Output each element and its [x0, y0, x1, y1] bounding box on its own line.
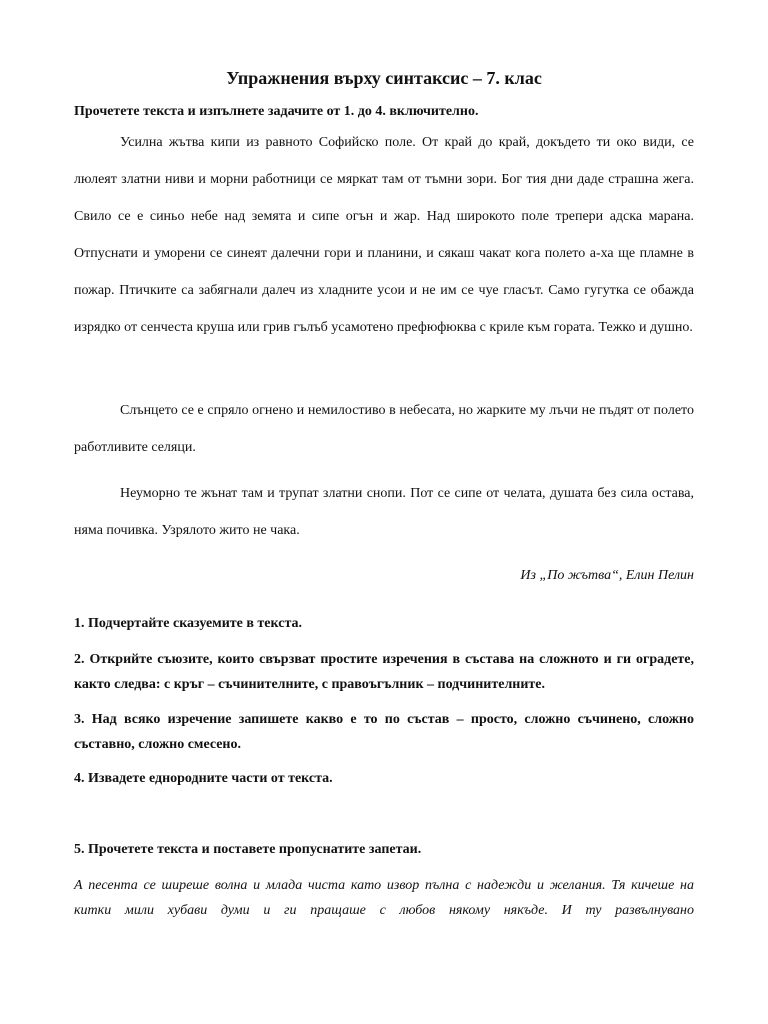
task-1: 1. Подчертайте сказуемите в текста.	[74, 616, 302, 631]
task-3: 3. Над всяко изречение запишете какво е то по състав – просто, сложно съчинено, сложно съставно, сложно смесено.	[74, 712, 694, 752]
text-source: Из „По жътва“, Елин Пелин	[520, 568, 694, 583]
exercise-5-text: А песента се ширеше волна и млада чиста като извор пълна с надежди и желания. Тя кичеше на китки мили хубави думи и ги пращаше с любов някому някъде. И ту развълнувано	[74, 878, 694, 918]
instruction-text: Прочетете текста и изпълнете задачите от 1. до 4. включително.	[74, 104, 479, 119]
task-5: 5. Прочетете текста и поставете пропуснатите запетаи.	[74, 842, 422, 857]
paragraph-2: Слънцето се е спряло огнено и немилостиво в небесата, но жарките му лъчи не пъдят от полето работливите селяци.	[74, 403, 694, 455]
paragraph-3: Неуморно те жънат там и трупат златни снопи. Пот се сипе от челата, душата без сила остава, няма почивка. Узрялото жито не чака.	[74, 486, 694, 538]
paragraph-1: Усилна жътва кипи из равното Софийско поле. От край до край, докъдето ти око види, се люлеят златни ниви и морни работници се мяркат там от тъмни зори. Бог тия дни даде страшна жега. Свило се е синьо небе над земята и сипе огън и жар. Над широкото поле трепери адска марана. Отпуснати и уморени се синеят далечни гори и планини, и сякаш чакат кога полето а-ха ще пламне в пожар. Птичките са забягнали далеч из хладните усои и не им се чуе гласът. Само гугутка се обажда изрядко от сенчеста круша или грив гълъб усамотено префюфюква с криле към гората. Тежко и душно.	[74, 135, 694, 335]
document-title: Упражнения върху синтаксис – 7. клас	[226, 68, 542, 88]
task-2: 2. Открийте съюзите, които свързват простите изречения в състава на сложното и ги оградете, както следва: с кръг – съчинителните, с правоъгълник – подчинителните.	[74, 652, 694, 692]
task-4: 4. Извадете еднородните части от текста.	[74, 771, 333, 786]
